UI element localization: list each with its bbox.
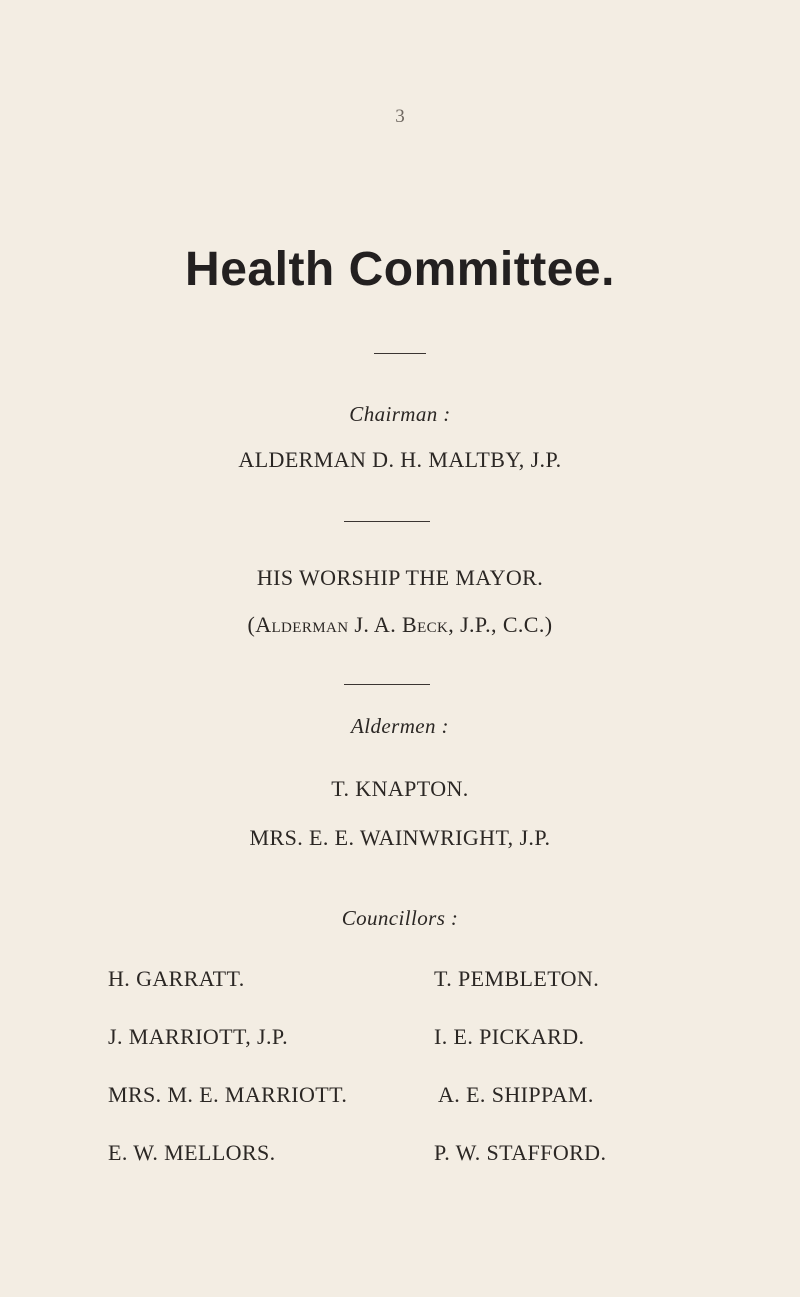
alderman-name: MRS. E. E. WAINWRIGHT, J.P. [249, 825, 551, 850]
councillor-name: I. E. PICKARD. [434, 1024, 585, 1049]
councillors-label: Councillors : [341, 906, 459, 930]
alderman-name: T. KNAPTON. [331, 776, 469, 801]
divider-rule [344, 521, 430, 522]
councillors-row [108, 966, 708, 1024]
page-title: Health Committee. [185, 243, 615, 296]
councillor-name: MRS. M. E. MARRIOTT. [108, 1082, 348, 1107]
councillors-row [108, 1082, 708, 1140]
aldermen-label: Aldermen : [351, 714, 449, 738]
councillors-list [108, 966, 708, 1198]
councillor-name: H. GARRATT. [108, 966, 245, 991]
councillor-name: T. PEMBLETON. [434, 966, 600, 991]
councillor-name: J. MARRIOTT, J.P. [108, 1024, 288, 1049]
councillor-name: A. E. SHIPPAM. [438, 1082, 594, 1107]
page-number: 3 [395, 106, 405, 127]
chairman-label: Chairman : [349, 402, 451, 426]
councillors-row [108, 1024, 708, 1082]
chairman-name: ALDERMAN D. H. MALTBY, J.P. [238, 447, 562, 472]
councillor-name: P. W. STAFFORD. [434, 1140, 607, 1165]
mayor-title: HIS WORSHIP THE MAYOR. [256, 565, 544, 590]
divider-rule [374, 353, 426, 354]
councillor-name: E. W. MELLORS. [108, 1140, 276, 1165]
councillors-row [108, 1140, 708, 1198]
divider-rule [344, 684, 430, 685]
mayor-detail: (Alderman J. A. Beck, J.P., C.C.) [247, 612, 553, 637]
